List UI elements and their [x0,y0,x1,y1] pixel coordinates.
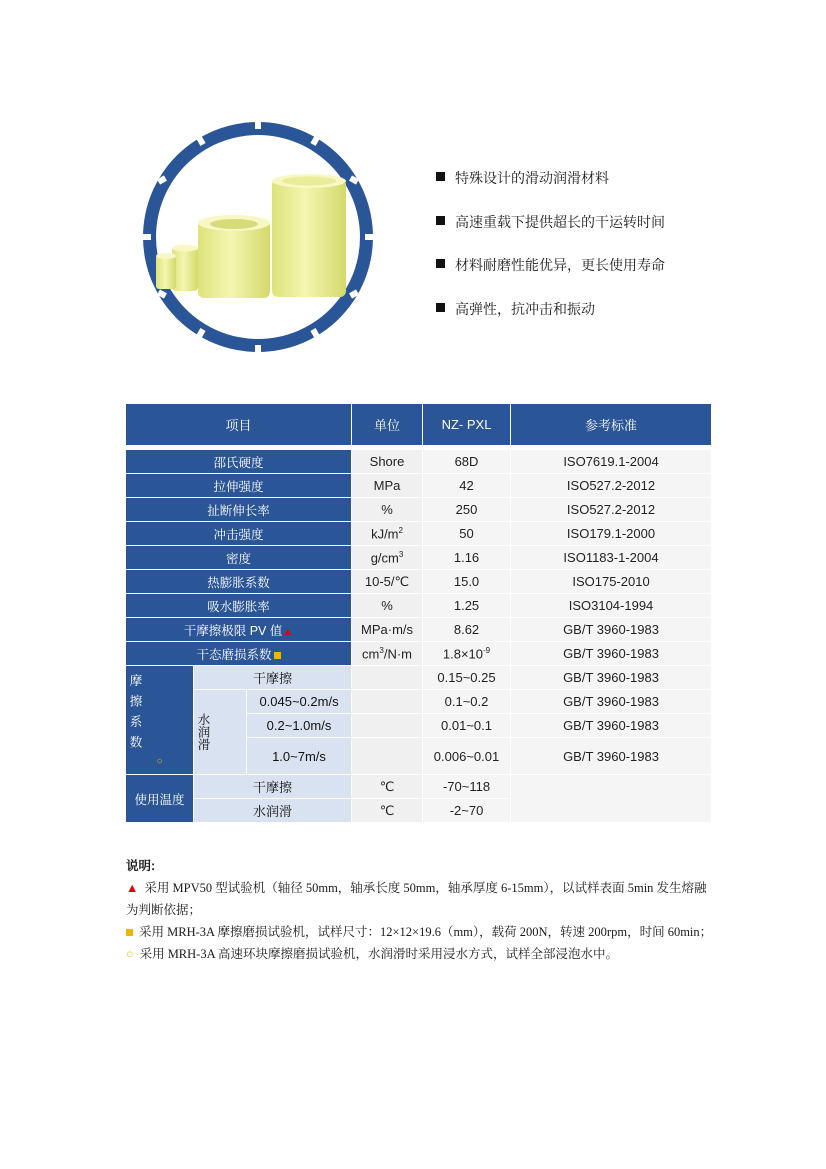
feature-item: 特殊设计的滑动润滑材料 [436,168,665,212]
friction-row-dry: 摩擦系数 ○ 干摩擦 0.15~0.25 GB/T 3960-1983 [126,666,712,690]
product-image [134,117,382,357]
square-bullet-icon [436,259,445,268]
friction-row-water: 1.0~7m/s 0.006~0.01 GB/T 3960-1983 [126,738,712,775]
water-lubrication-label: 水润滑 [194,690,247,775]
notes-title: 说明: [126,859,156,873]
feature-item: 高弹性，抗冲击和振动 [436,299,665,343]
header-grade: NZ- PXL [423,404,511,446]
note-item: ▲ 采用 MPV50 型试验机（轴径 50mm，轴承长度 50mm，轴承厚度 6-15mm），以试样表面 5min 发生熔融为判断依据； [126,881,707,917]
table-row: 干态磨损系数 $cm^3/N\cdot m$ $1.8\times 10^{-9}$ GB/T 3960-1983 [126,642,712,666]
table-row: 密度 $g/cm^3$ 1.16 ISO1183-1-2004 [126,546,712,570]
table-row: 吸水膨胀率 % 1.25 ISO3104-1994 [126,594,712,618]
bushings-illustration [134,117,382,357]
temperature-label: 使用温度 [126,775,194,823]
note-item: 采用 MRH-3A 摩擦磨损试验机，试样尺寸：12×12×19.6（mm），载荷 200N，转速 200rpm，时间 60min； [126,921,716,943]
table-row: 冲击强度 $kJ/m^2$ 50 ISO179.1-2000 [126,522,712,546]
table-row: 热膨胀系数 10-5/℃ 15.0 ISO175-2010 [126,570,712,594]
notes-section [126,855,716,965]
circle-marker-icon: ○ [156,755,163,767]
header-item: 项目 [126,404,352,446]
square-bullet-icon [436,172,445,181]
note-item: ○ 采用 MRH-3A 高速环块摩擦磨损试验机，水润滑时采用浸水方式，试样全部浸泡水中。 [126,947,619,961]
square-marker-icon [274,652,281,659]
feature-list [436,168,665,342]
table-row: 邵氏硬度 Shore 68D ISO7619.1-2004 [126,450,712,474]
friction-row-water: 0.2~1.0m/s 0.01~0.1 GB/T 3960-1983 [126,714,712,738]
table-header-row [126,404,712,446]
table-row: 扯断伸长率 % 250 ISO527.2-2012 [126,498,712,522]
triangle-marker-icon: ▲ [282,625,294,638]
square-bullet-icon [436,303,445,312]
feature-item: 高速重载下提供超长的干运转时间 [436,212,665,256]
header-unit: 单位 [352,404,423,446]
circle-marker-icon: ○ [126,947,134,961]
table-row: 干摩擦极限 PV 值▲ MPa·m/s 8.62 GB/T 3960-1983 [126,618,712,642]
feature-item: 材料耐磨性能优异，更长使用寿命 [436,255,665,299]
square-bullet-icon [436,216,445,225]
header-standard: 参考标准 [511,404,712,446]
friction-row-water: 水润滑 0.045~0.2m/s 0.1~0.2 GB/T 3960-1983 [126,690,712,714]
triangle-marker-icon: ▲ [126,881,139,895]
spec-table [126,404,712,823]
temperature-row: 使用温度 干摩擦 ℃ -70~118 [126,775,712,799]
table-row: 拉伸强度 MPa 42 ISO527.2-2012 [126,474,712,498]
temperature-row: 水润滑 ℃ -2~70 [126,799,712,823]
friction-label: 摩擦系数 ○ [126,666,194,775]
square-marker-icon [126,929,133,936]
